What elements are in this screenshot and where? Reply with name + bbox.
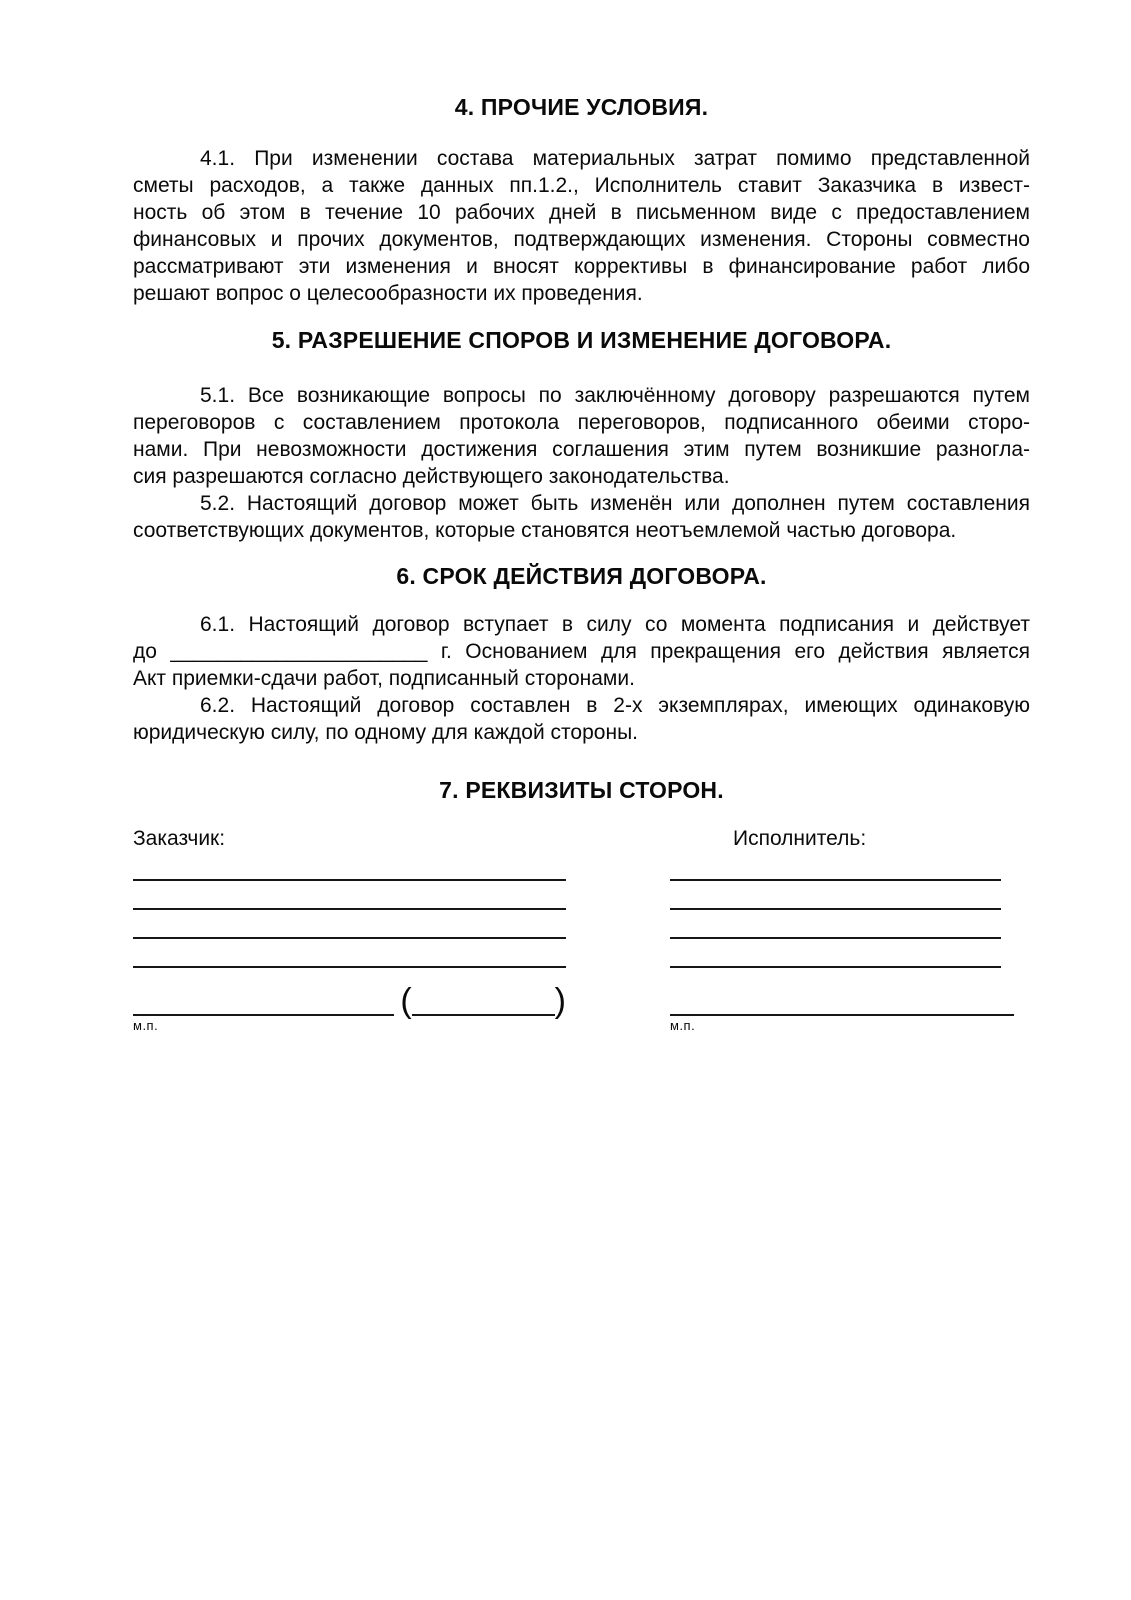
paragraph-line: 5.1. Все возникающие вопросы по заключённому договору разрешаются путем <box>200 384 1030 407</box>
blank-field-line <box>133 910 566 939</box>
contractor-signature-row <box>670 989 1014 1016</box>
paragraph-line: 6.2. Настоящий договор составлен в 2-х экземплярах, имеющих одинаковую <box>200 694 1030 717</box>
paragraph-line: сия разрешаются согласно действующего законодательства. <box>133 465 730 488</box>
paragraph-5-1 <box>133 382 1030 490</box>
paragraph-line: соответствующих документов, которые становятся неотъемлемой частью договора. <box>133 519 957 542</box>
paragraph-line: финансовых и прочих документов, подтверждающих изменения. Стороны совместно <box>133 228 1030 251</box>
blank-field-line <box>133 852 566 881</box>
blank-field-line <box>670 939 1001 968</box>
signature-line <box>133 989 394 1016</box>
paragraph-line: сметы расходов, а также данных пп.1.2., Исполнитель ставит Заказчика в извест- <box>133 174 1030 197</box>
paragraph-line: нами. При невозможности достижения соглашения этим путем возникшие разногла- <box>133 438 1030 461</box>
section-heading-requisites: 7. РЕКВИЗИТЫ СТОРОН. <box>439 777 724 803</box>
open-paren: ( <box>400 982 412 1020</box>
requisites-columns <box>133 825 1030 1033</box>
contractor-blank-fields <box>670 852 1014 968</box>
blank-field-line <box>670 910 1001 939</box>
paragraph-line: рассматривают эти изменения и вносят коррективы в финансирование работ либо <box>133 255 1030 278</box>
paragraph-line: до ______________________ г. Основанием для прекращения его действия является <box>133 640 1030 663</box>
paragraph-line: Акт приемки-сдачи работ, подписанный сторонами. <box>133 667 635 690</box>
paragraph-line: 5.2. Настоящий договор может быть изменён или дополнен путем составления <box>200 492 1030 515</box>
paragraph-line: переговоров с составлением протокола переговоров, подписанного обеими сторо- <box>133 411 1030 434</box>
customer-column <box>133 825 566 1033</box>
section-heading-dispute-resolution: 5. РАЗРЕШЕНИЕ СПОРОВ И ИЗМЕНЕНИЕ ДОГОВОРА. <box>271 327 892 353</box>
signature-line <box>670 989 1014 1016</box>
paragraph-4-1 <box>133 145 1030 307</box>
contractor-seal-abbr: м.п. <box>670 1018 696 1033</box>
paragraph-line: 6.1. Настоящий договор вступает в силу со момента подписания и действует <box>200 613 1030 636</box>
customer-blank-fields <box>133 852 566 968</box>
paragraph-line: юридическую силу, по одному для каждой стороны. <box>133 721 638 744</box>
paragraph-line: 4.1. При изменении состава материальных затрат помимо представленной <box>200 147 1030 170</box>
blank-field-line <box>670 852 1001 881</box>
paragraph-6-2 <box>133 692 1030 746</box>
customer-seal-abbr: м.п. <box>133 1018 159 1033</box>
blank-field-line <box>670 881 1001 910</box>
customer-label: Заказчик: <box>133 827 226 850</box>
section-heading-other-terms: 4. ПРОЧИЕ УСЛОВИЯ. <box>454 94 709 120</box>
blank-field-line <box>133 939 566 968</box>
contractor-label: Исполнитель: <box>733 827 867 850</box>
paragraph-5-2 <box>133 490 1030 544</box>
contractor-column <box>670 825 1014 1033</box>
close-paren: ) <box>554 982 566 1020</box>
paragraph-6-1 <box>133 611 1030 692</box>
blank-field-line <box>133 881 566 910</box>
paragraph-line: решают вопрос о целесообразности их проведения. <box>133 282 643 305</box>
section-heading-contract-term: 6. СРОК ДЕЙСТВИЯ ДОГОВОРА. <box>396 563 767 589</box>
signature-name-line <box>412 989 555 1016</box>
paragraph-line: ность об этом в течение 10 рабочих дней в письменном виде с предоставлением <box>133 201 1030 224</box>
customer-signature-row <box>133 982 566 1020</box>
